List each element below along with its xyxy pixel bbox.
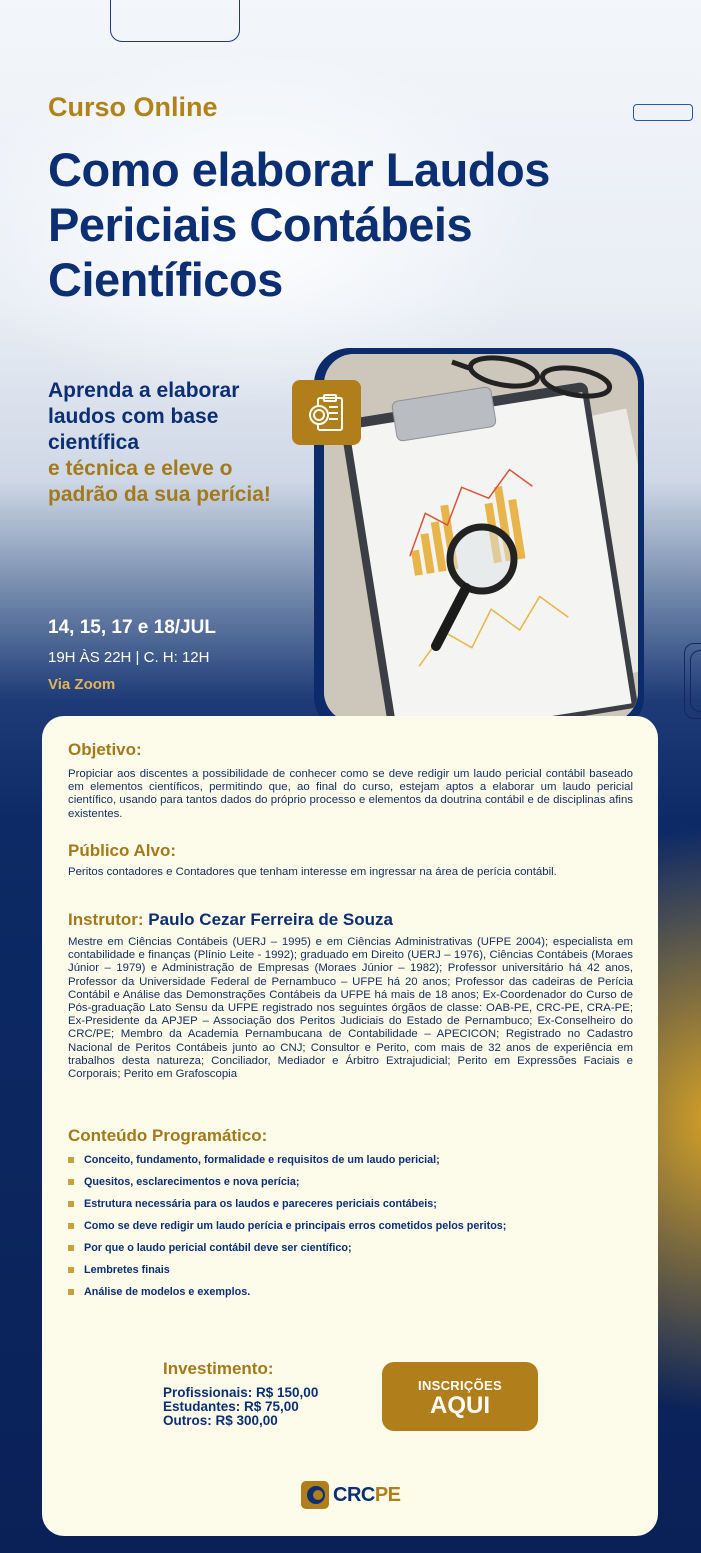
- decorative-frame: [690, 650, 701, 712]
- register-button[interactable]: [382, 1362, 538, 1431]
- course-platform: Via Zoom: [48, 676, 116, 693]
- course-kicker: Curso Online: [48, 92, 218, 122]
- instructor-bio: Mestre em Ciências Contábeis (UERJ – 1995) e em Ciências Administrativas (UFPE 2004); especialista em contabilidade e finanças (Plínio Leite - 1992); graduado em Direito (UERJ – 1976), Ciências Contábeis (Moraes Júnior – 1979) e Administração de Empresas (Moraes Júnior – 1982); Professor universitário há 42 anos, Professor da Universidade Federal de Pernambuco – UFPE há 20 anos; Professor das cadeiras de Perícia Contábil e Análise das Demonstrações Contábeis da UFPE há mais de 18 anos; Ex-Coordenador do Curso de Pós-graduação Lato Sensu da UFPE registrado nos seguintes órgãos de classe: OAB-PE, CRC-PE, CRA-PE; Ex-Presidente da APJEP – Associação dos Peritos Judiciais do Estado de Pernambuco; Ex-Conselheiro do CRC/PE; Membro da Academia Pernambucana de Contabilidade – APECICON; Registrado no Cadastro Nacional de Peritos Contábeis junto ao CNJ; Consultor e Perito, com mais de 32 anos de experiência em trabalhos desta natureza; Conciliador, Mediador e Árbitro Extrajudicial; Perito em Expressões Faciais e Corporais; Perito em Grafoscopia: [68, 936, 633, 1081]
- bullet-icon: [68, 1267, 74, 1273]
- bullet-icon: [68, 1223, 74, 1229]
- program-item: Estrutura necessária para os laudos e pareceres periciais contábeis;: [68, 1195, 628, 1217]
- crcpe-logo-icon: [301, 1481, 329, 1509]
- price-professionals: Profissionais: R$ 150,00: [163, 1385, 319, 1400]
- program-list: [68, 1151, 628, 1305]
- tagline-gold: e técnica e eleve o padrão da sua perícia!: [48, 457, 271, 506]
- program-title: Conteúdo Programático:: [68, 1126, 268, 1145]
- bullet-icon: [68, 1179, 74, 1185]
- bullet-icon: [68, 1201, 74, 1207]
- bullet-icon: [68, 1289, 74, 1295]
- investment-title: Investimento:: [163, 1359, 274, 1378]
- logo-crc: CRC: [333, 1483, 375, 1506]
- program-item: Por que o laudo pericial contábil deve ser científico;: [68, 1239, 628, 1261]
- tagline: [48, 378, 298, 508]
- instructor-heading: [68, 910, 393, 930]
- price-others: Outros: R$ 300,00: [163, 1413, 278, 1428]
- audience-text: Peritos contadores e Contadores que tenham interesse em ingressar na área de perícia contábil.: [68, 866, 557, 878]
- register-button-label: INSCRIÇÕES: [418, 1378, 502, 1393]
- objective-title: Objetivo:: [68, 740, 142, 759]
- program-item: Como se deve redigir um laudo perícia e principais erros cometidos pelos peritos;: [68, 1217, 628, 1239]
- bullet-icon: [68, 1157, 74, 1163]
- program-item: Conceito, fundamento, formalidade e requisitos de um laudo pericial;: [68, 1151, 628, 1173]
- program-item: Lembretes finais: [68, 1261, 628, 1283]
- logo-pe: PE: [374, 1483, 401, 1506]
- decorative-frame: [110, 0, 240, 42]
- program-item: Quesitos, esclarecimentos e nova perícia;: [68, 1173, 628, 1195]
- bullet-icon: [68, 1245, 74, 1251]
- course-hours: 19H ÀS 22H | C. H: 12H: [48, 649, 210, 666]
- price-students: Estudantes: R$ 75,00: [163, 1399, 299, 1414]
- clipboard-icon: [292, 380, 361, 445]
- program-item: Análise de modelos e exemplos.: [68, 1283, 628, 1305]
- crcpe-logo: [301, 1481, 401, 1509]
- audience-title: Público Alvo:: [68, 841, 176, 860]
- clipboard-illustration: [324, 354, 638, 722]
- course-dates: 14, 15, 17 e 18/JUL: [48, 617, 216, 638]
- instructor-title: Instrutor:: [68, 910, 144, 929]
- instructor-name: Paulo Cezar Ferreira de Souza: [148, 910, 393, 929]
- objective-text: Propiciar aos discentes a possibilidade de conhecer como se deve redigir um laudo pericial contábil baseado em elementos científicos, permitindo que, ao final do curso, estejam aptos a elaborar um laudo pericial científico, usando para tantos dados do próprio processo e elementos da doutrina contábil e de disciplinas afins existentes.: [68, 768, 633, 820]
- register-button-emphasis: AQUI: [430, 1392, 490, 1419]
- clipboard-chart-photo: [324, 354, 638, 722]
- page-title: Como elaborar Laudos Periciais Contábeis Científicos: [48, 143, 550, 306]
- decorative-pill: [633, 104, 693, 121]
- tagline-blue: Aprenda a elaborar laudos com base científica: [48, 379, 240, 454]
